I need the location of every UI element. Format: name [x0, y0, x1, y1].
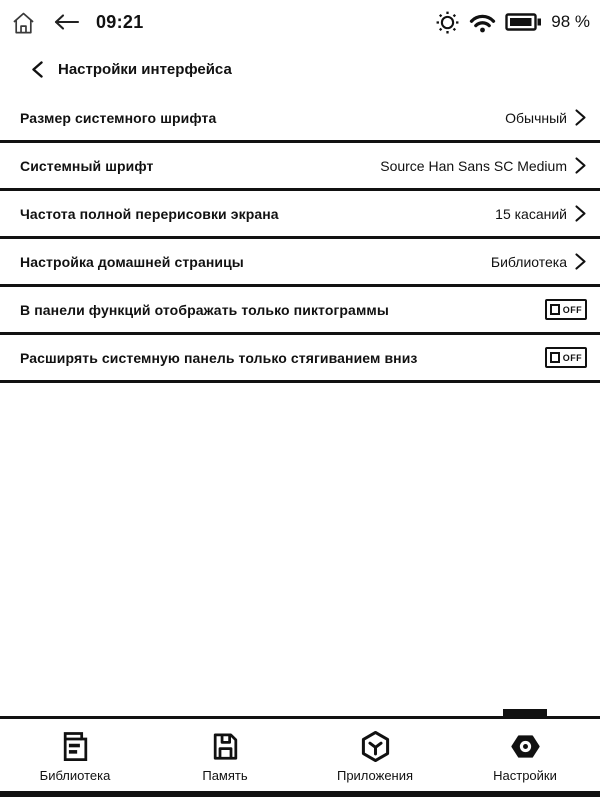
active-tab-indicator: [503, 709, 547, 717]
bottom-nav: [0, 716, 600, 791]
wifi-icon[interactable]: [469, 11, 496, 33]
page-header: [0, 44, 600, 94]
nav-item-apps[interactable]: [300, 719, 450, 791]
settings-icon: [509, 730, 542, 763]
chevron-right-icon: [574, 109, 587, 126]
nav-item-storage[interactable]: [150, 719, 300, 791]
storage-icon: [209, 730, 242, 763]
setting-label: Настройка домашней страницы: [20, 253, 244, 270]
nav-label: Приложения: [336, 767, 414, 783]
setting-row-pulldown-panel[interactable]: [0, 335, 600, 383]
nav-item-settings[interactable]: [450, 719, 600, 791]
chevron-right-icon: [574, 205, 587, 222]
chevron-right-icon: [574, 157, 587, 174]
toggle-switch-off[interactable]: [545, 347, 587, 368]
setting-row-refresh-rate[interactable]: [0, 191, 600, 239]
toggle-switch-off[interactable]: [545, 299, 587, 320]
setting-label: Размер системного шрифта: [20, 109, 217, 126]
status-bar: [0, 0, 600, 44]
setting-row-home-page[interactable]: [0, 239, 600, 287]
battery-percent: 98 %: [551, 12, 590, 31]
battery-icon: [505, 13, 542, 32]
setting-row-font-size[interactable]: [0, 95, 600, 143]
setting-label: Системный шрифт: [20, 157, 154, 174]
back-arrow-icon[interactable]: [52, 12, 81, 32]
status-time: 09:21: [96, 11, 144, 32]
page-title: Настройки интерфейса: [58, 60, 232, 78]
apps-icon: [359, 730, 392, 763]
setting-label: Частота полной перерисовки экрана: [20, 205, 279, 222]
brightness-icon[interactable]: [435, 10, 460, 35]
home-icon[interactable]: [10, 9, 37, 36]
toggle-state-label: OFF: [562, 352, 582, 363]
setting-label: В панели функций отображать только пиктограммы: [20, 301, 389, 318]
library-icon: [59, 730, 92, 763]
nav-item-library[interactable]: [0, 719, 150, 791]
setting-value: Библиотека: [490, 253, 567, 270]
gesture-bar[interactable]: [0, 791, 600, 797]
setting-value: Source Han Sans SC Medium: [380, 157, 567, 174]
nav-label: Библиотека: [39, 767, 111, 783]
toggle-knob: [550, 352, 560, 363]
setting-value: Обычный: [505, 109, 567, 126]
toggle-knob: [550, 304, 560, 315]
setting-row-system-font[interactable]: [0, 143, 600, 191]
setting-value: 15 касаний: [495, 205, 567, 222]
back-chevron-icon[interactable]: [30, 61, 45, 78]
chevron-right-icon: [574, 253, 587, 270]
settings-list: [0, 95, 600, 383]
nav-label: Память: [202, 767, 248, 783]
toggle-state-label: OFF: [562, 304, 582, 315]
setting-label: Расширять системную панель только стягиванием вниз: [20, 349, 418, 366]
nav-label: Настройки: [493, 767, 557, 783]
setting-row-icons-only[interactable]: [0, 287, 600, 335]
